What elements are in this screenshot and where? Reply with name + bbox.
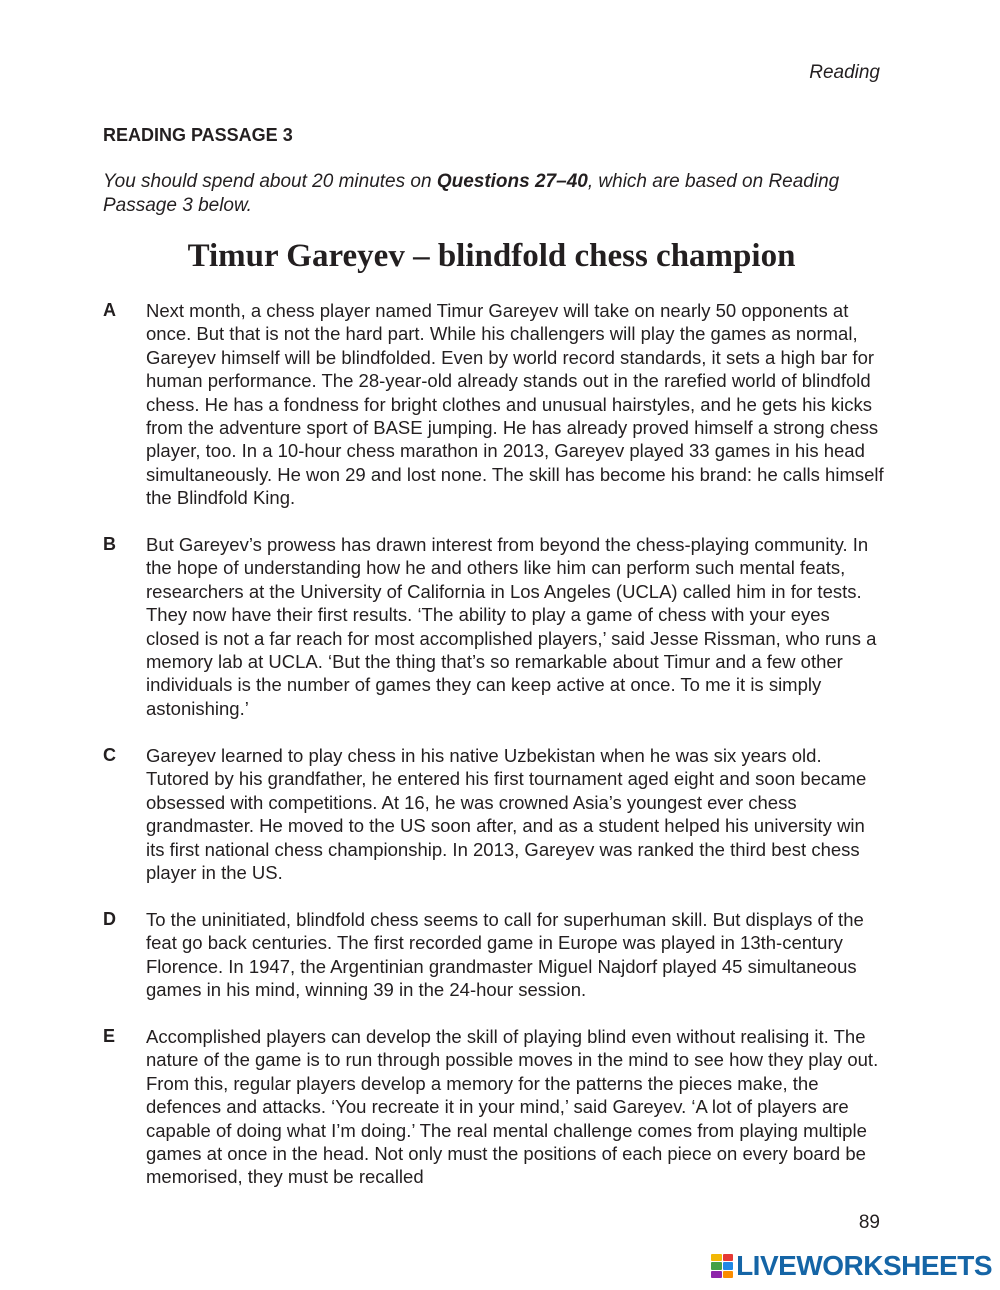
paragraph-text: But Gareyev’s prowess has drawn interest from beyond the chess-playing community. In the hope of understanding how he and others like him can perform such mental feats, researchers at the University of California in Los Angeles (UCLA) called him in for tests. They now have their first results. ‘The ability to play a game of chess with your eyes closed is not a far reach for most accomplished players,’ said Jesse Rissman, who runs a memory lab at UCLA. ‘But the thing that’s so remarkable about Timur and a few other individuals is the number of games they can keep active at once. To me it is simply astonishing.’ [146, 534, 877, 719]
paragraph-letter: B [103, 534, 116, 554]
liveworksheets-brand[interactable] [711, 1250, 992, 1282]
paragraph-text: Next month, a chess player named Timur Gareyev will take on nearly 50 opponents at once. But that is not the hard part. While his challengers will play the games as normal, Gareyev himself will be blindfolded. Even by world record standards, it sets a high bar for human performance. The 28-year-old already stands out in the rarefied world of blindfold chess. He has a fondness for bright clothes and unusual hairstyles, and he gets his kicks from the adventure sport of BASE jumping. He has already proved himself a strong chess player, too. In a 10-hour chess marathon in 2013, Gareyev played 33 games in his head simultaneously. He won 29 and lost none. The skill has become his brand: he calls himself the Blindfold King. [146, 300, 884, 509]
instructions-questions-range: Questions 27–40 [436, 171, 588, 192]
paragraph-letter: C [103, 745, 116, 765]
paragraph-d [103, 908, 903, 1002]
instructions-text-1: You should spend about 20 minutes on [103, 171, 437, 192]
brand-name: LIVEWORKSHEETS [736, 1250, 992, 1281]
page-number: 89 [858, 1212, 880, 1233]
paragraph-text: Accomplished players can develop the skill of playing blind even without realising it. The nature of the game is to run through possible moves in the mind to see how they play out. From this, regular players develop a memory for the patterns the pieces make, the defences and attacks. ‘You recreate it in your mind,’ said Gareyev. ‘A lot of players are capable of doing what I’m doing.’ The real mental challenge comes from playing multiple games at once in the head. Not only must the positions of each piece on every board be memorised, they must be recalled [146, 1026, 879, 1188]
paragraph-e [103, 1025, 903, 1189]
liveworksheets-logo-icon [711, 1254, 733, 1278]
paragraph-letter: A [103, 300, 116, 320]
paragraph-letter: D [103, 909, 116, 929]
paragraph-c [103, 744, 903, 884]
paragraph-a [103, 299, 903, 510]
passage-title: Timur Gareyev – blindfold chess champion [187, 238, 796, 274]
running-head: Reading [809, 62, 880, 83]
section-heading: READING PASSAGE 3 [103, 125, 293, 145]
paragraph-b [103, 533, 903, 720]
paragraph-letter: E [103, 1026, 116, 1046]
instructions-text-2: , which are based on Reading Passage 3 below. [103, 171, 840, 216]
paragraph-text: To the uninitiated, blindfold chess seems to call for superhuman skill. But displays of the feat go back centuries. The first recorded game in Europe was played in 13th-century Florence. In 1947, the Argentinian grandmaster Miguel Najdorf played 45 simultaneous games in his mind, winning 39 in the 24-hour session. [146, 909, 864, 1001]
paragraph-text: Gareyev learned to play chess in his native Uzbekistan when he was six years old. Tutored by his grandfather, he entered his first tournament aged eight and soon became obsessed with competitions. At 16, he was crowned Asia’s youngest ever chess grandmaster. He moved to the US soon after, and as a student helped his university win its first national chess championship. In 2013, Gareyev was ranked the third best chess player in the US. [146, 745, 867, 884]
instructions [103, 170, 893, 218]
